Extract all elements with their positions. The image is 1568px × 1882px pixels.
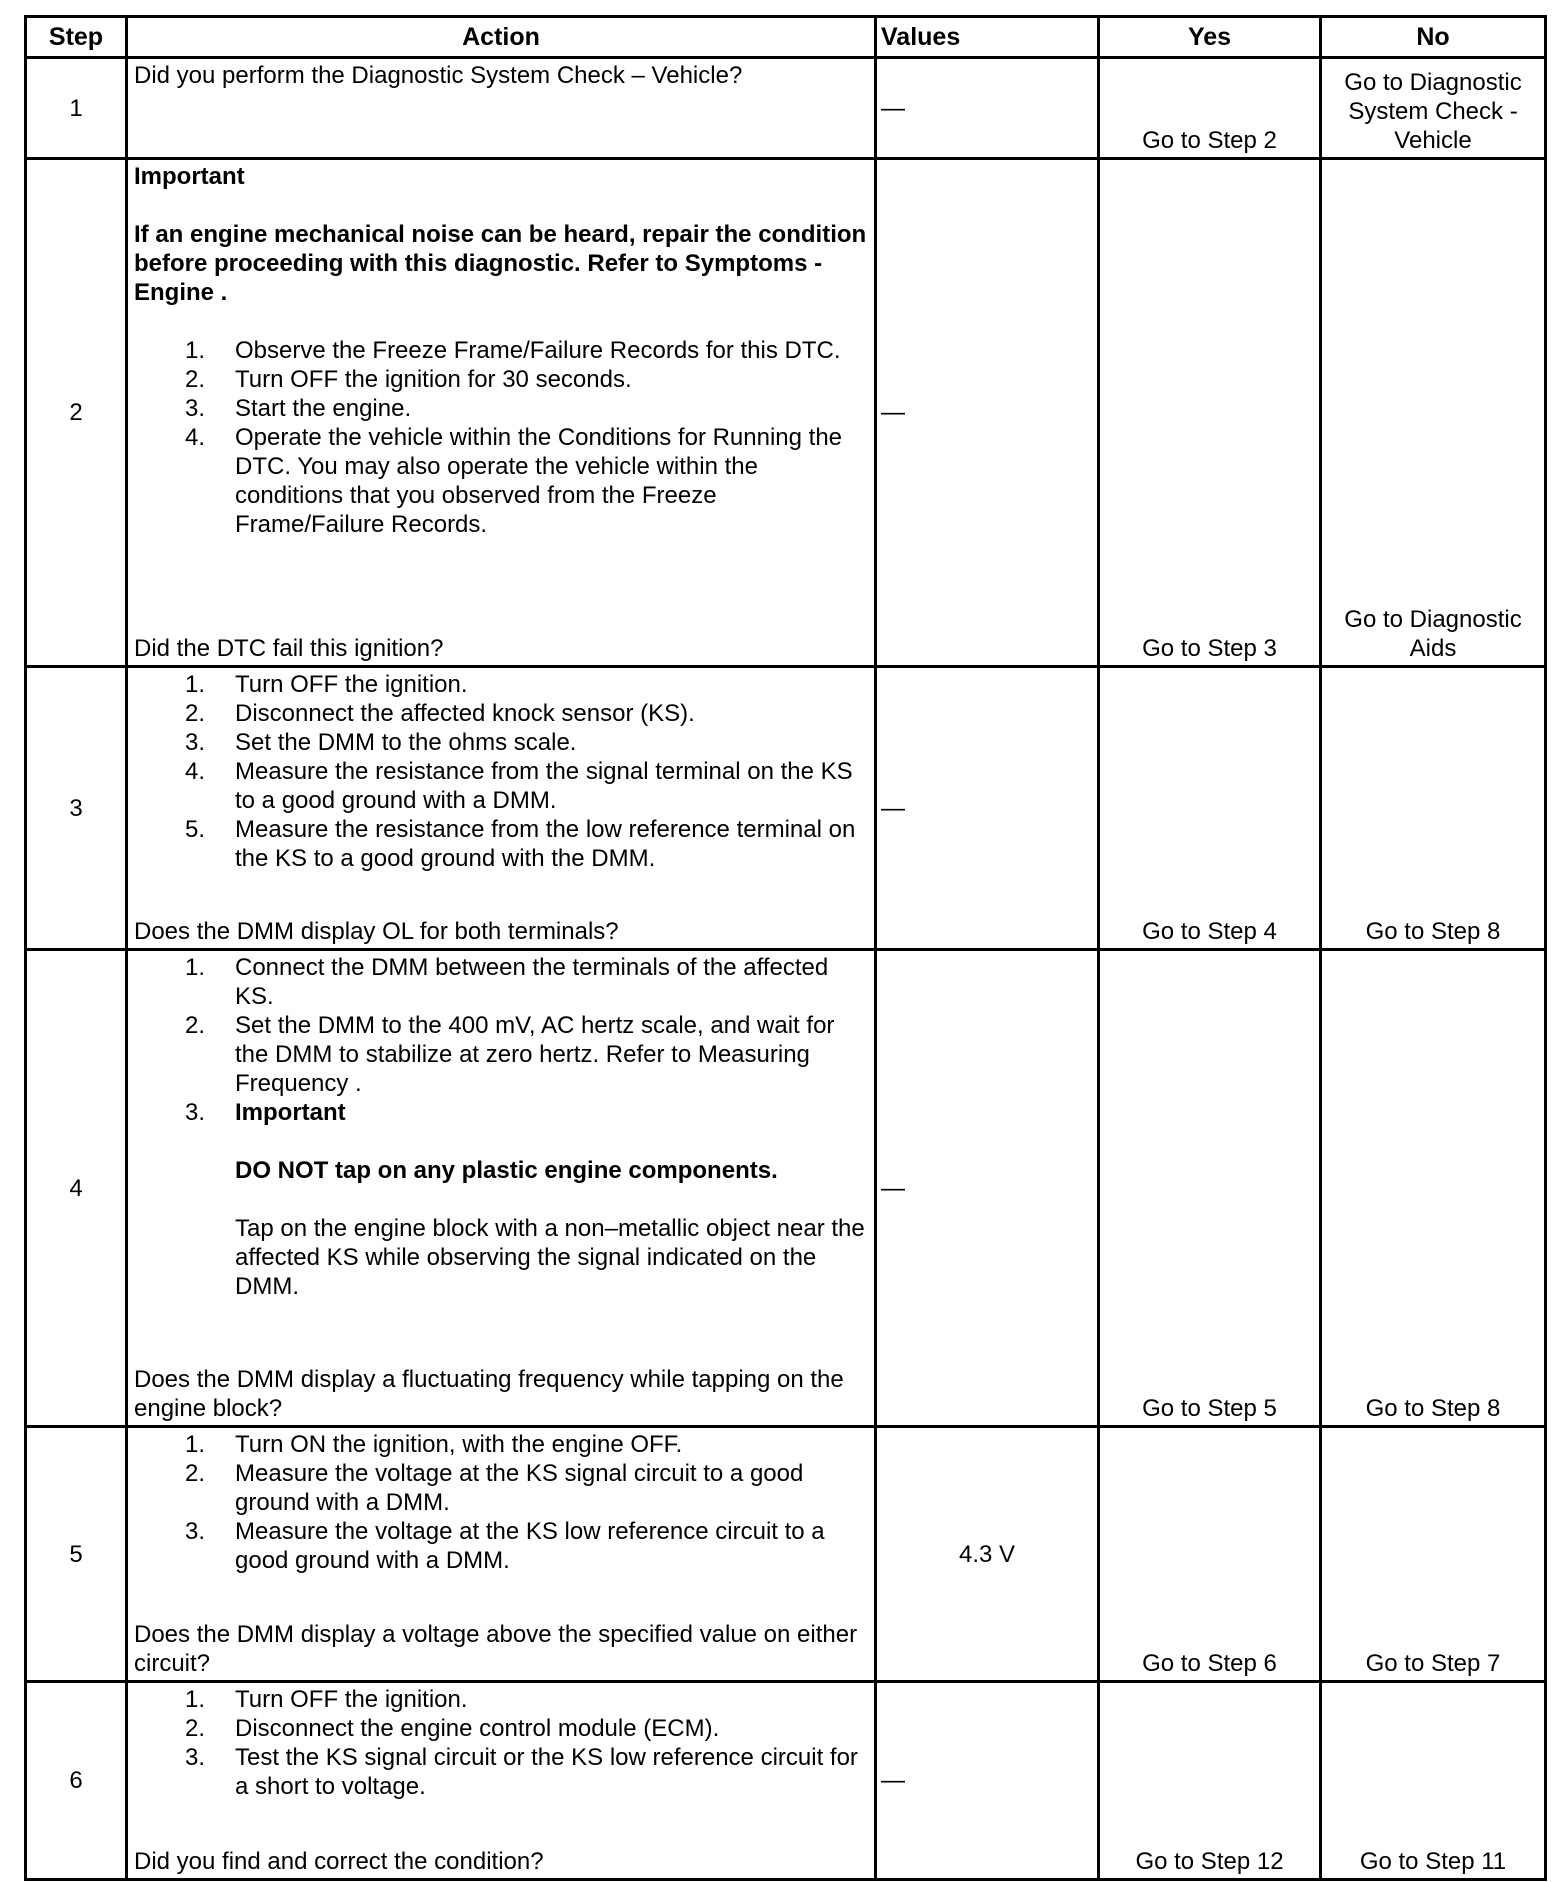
action-question: Did you find and correct the condition? <box>134 1848 544 1875</box>
action-cell <box>127 950 876 1427</box>
values-cell <box>876 58 1099 159</box>
action-question: Does the DMM display a fluctuating frequency while tapping on the engine block? <box>134 1366 844 1422</box>
list-item: 2. Turn OFF the ignition for 30 seconds. <box>185 366 632 393</box>
no-cell: Go to Step 7 <box>1321 1427 1546 1682</box>
no-cell: Go to Step 11 <box>1321 1682 1546 1880</box>
action-cell <box>127 58 876 159</box>
step-number: 3 <box>26 667 127 950</box>
values-cell <box>876 159 1099 667</box>
procedure-list <box>134 670 870 917</box>
table-row <box>26 1682 1546 1880</box>
procedure-list <box>134 953 870 1365</box>
step-number: 2 <box>26 159 127 667</box>
no-cell: Go to Step 8 <box>1321 950 1546 1427</box>
yes-cell: Go to Step 4 <box>1099 667 1321 950</box>
list-item: 1. Connect the DMM between the terminals of the affected KS. <box>185 954 829 1010</box>
action-cell <box>127 1427 876 1682</box>
list-item: 1. Turn OFF the ignition. <box>185 671 468 698</box>
step-number: 1 <box>26 58 127 159</box>
no-cell: Go to Diagnostic Aids <box>1321 159 1546 667</box>
action-cell <box>127 1682 876 1880</box>
list-item: 3. Test the KS signal circuit or the KS low reference circuit for a short to voltage. <box>185 1744 858 1800</box>
table-row <box>26 159 1546 667</box>
list-item: 3. Set the DMM to the ohms scale. <box>185 729 577 756</box>
procedure-list <box>134 1685 870 1847</box>
no-cell: Go to Step 8 <box>1321 667 1546 950</box>
yes-cell: Go to Step 5 <box>1099 950 1321 1427</box>
header-step: Step <box>26 17 127 58</box>
procedure-list <box>134 1430 870 1620</box>
values-cell <box>876 1427 1099 1682</box>
values-cell <box>876 1682 1099 1880</box>
action-cell <box>127 159 876 667</box>
list-item: 2. Disconnect the affected knock sensor (KS). <box>185 700 695 727</box>
table-row <box>26 950 1546 1427</box>
value-text: — <box>881 1767 905 1794</box>
list-item: 1. Observe the Freeze Frame/Failure Records for this DTC. <box>185 337 841 364</box>
table-row <box>26 1427 1546 1682</box>
yes-cell: Go to Step 2 <box>1099 58 1321 159</box>
action-question: Does the DMM display a voltage above the specified value on either circuit? <box>134 1621 858 1677</box>
table-row <box>26 58 1546 159</box>
yes-cell: Go to Step 6 <box>1099 1427 1321 1682</box>
yes-cell: Go to Step 12 <box>1099 1682 1321 1880</box>
action-question: Did you perform the Diagnostic System Check – Vehicle? <box>134 62 743 89</box>
step-number: 5 <box>26 1427 127 1682</box>
value-text: — <box>881 94 905 122</box>
action-cell <box>127 667 876 950</box>
header-values: Values <box>876 17 1099 58</box>
list-item: 1. Turn ON the ignition, with the engine OFF. <box>185 1431 683 1458</box>
value-text: 4.3 V <box>958 1540 1016 1568</box>
step-number: 6 <box>26 1682 127 1880</box>
procedure-list <box>134 336 870 539</box>
important-label: Important <box>134 163 245 190</box>
value-text: — <box>881 794 905 822</box>
action-question: Does the DMM display OL for both terminals? <box>134 918 619 945</box>
value-text: — <box>881 1174 905 1202</box>
list-item: 4. Measure the resistance from the signal terminal on the KS to a good ground with a DMM. <box>185 758 853 814</box>
header-action: Action <box>127 17 876 58</box>
list-item: 2. Measure the voltage at the KS signal circuit to a good ground with a DMM. <box>185 1460 804 1516</box>
important-text: DO NOT tap on any plastic engine components. <box>235 1157 778 1184</box>
action-question: Did the DTC fail this ignition? <box>134 635 444 662</box>
step-number: 4 <box>26 950 127 1427</box>
values-cell <box>876 667 1099 950</box>
list-item: 2. Disconnect the engine control module (ECM). <box>185 1715 720 1742</box>
list-item: 5. Measure the resistance from the low reference terminal on the KS to a good ground with the DMM. <box>185 816 856 872</box>
values-cell <box>876 950 1099 1427</box>
no-cell: Go to Diagnostic System Check - Vehicle <box>1321 58 1546 159</box>
header-row <box>26 17 1546 58</box>
value-text: — <box>881 399 905 426</box>
list-item: 3. Measure the voltage at the KS low reference circuit to a good ground with a DMM. <box>185 1518 825 1574</box>
table-row <box>26 667 1546 950</box>
header-yes: Yes <box>1099 17 1321 58</box>
list-item: 3. Start the engine. <box>185 395 412 422</box>
item-detail: Tap on the engine block with a non–metallic object near the affected KS while observing the signal indicated on the DMM. <box>235 1215 865 1300</box>
diagnostic-table <box>24 15 1547 1881</box>
list-item: 2. Set the DMM to the 400 mV, AC hertz scale, and wait for the DMM to stabilize at zero hertz. Refer to Measuring Frequency . <box>185 1012 835 1097</box>
list-item: 3. Important DO NOT tap on any plastic engine components. Tap on the engine block with a non–metallic object near the affected KS while observing the signal indicated on the DMM. <box>134 1098 870 1301</box>
list-item: 1. Turn OFF the ignition. <box>185 1686 468 1713</box>
list-item: 4. Operate the vehicle within the Conditions for Running the DTC. You may also operate the vehicle within the conditions that you observed from the Freeze Frame/Failure Records. <box>185 424 843 538</box>
important-text: If an engine mechanical noise can be heard, repair the condition before proceeding with this diagnostic. Refer to Symptoms - Engine . <box>134 221 867 306</box>
yes-cell: Go to Step 3 <box>1099 159 1321 667</box>
header-no: No <box>1321 17 1546 58</box>
